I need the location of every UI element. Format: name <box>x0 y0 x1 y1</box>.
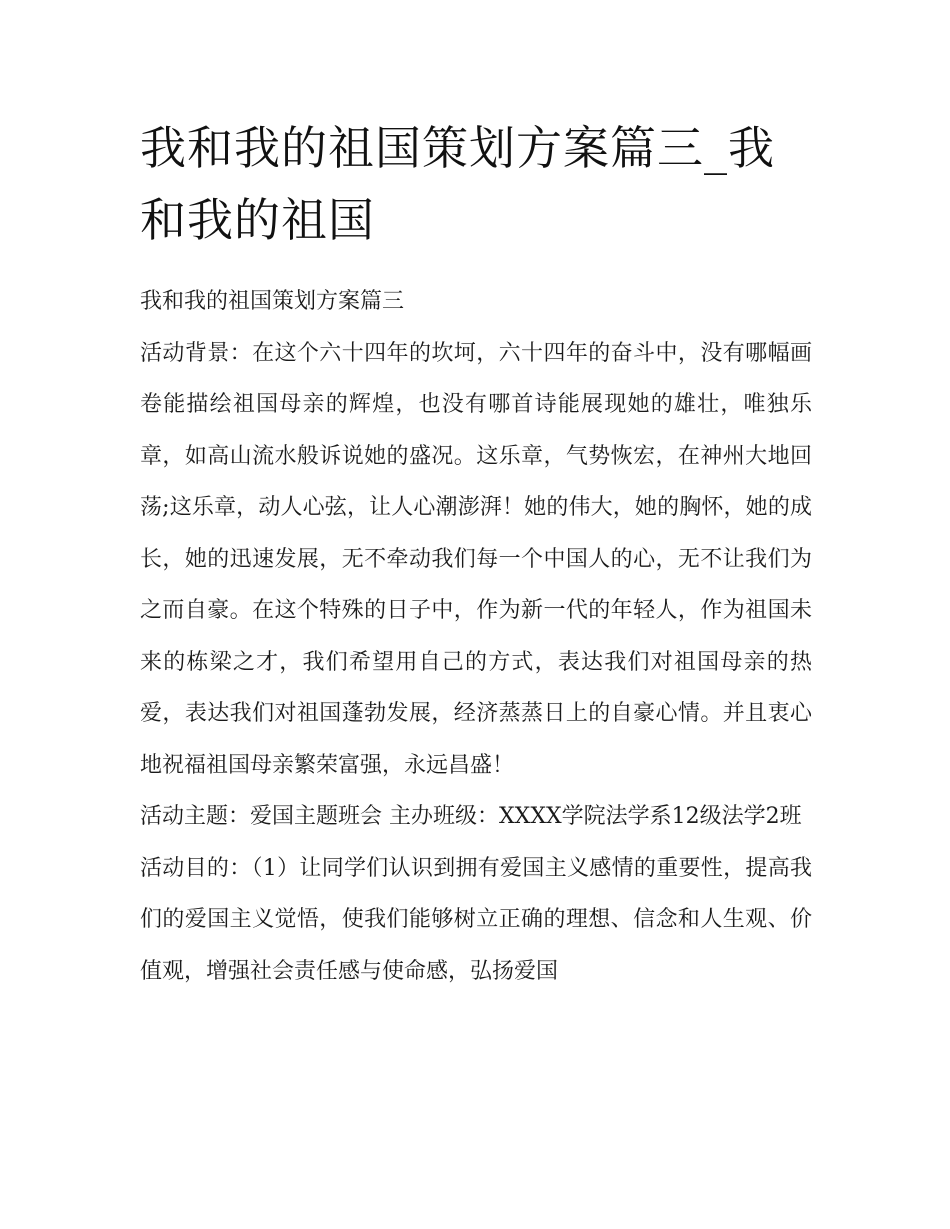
paragraph-background: 活动背景：在这个六十四年的坎坷，六十四年的奋斗中，没有哪幅画卷能描绘祖国母亲的辉煌，也没有哪首诗能展现她的雄壮，唯独乐章，如高山流水般诉说她的盛况。这乐章，气势恢宏，在神州大地回荡;这乐章，动人心弦，让人心潮澎湃！她的伟大，她的胸怀，她的成长，她的迅速发展，无不牵动我们每一个中国人的心，无不让我们为之而自豪。在这个特殊的日子中，作为新一代的年轻人，作为祖国未来的栋梁之才，我们希望用自己的方式，表达我们对祖国母亲的热爱，表达我们对祖国蓬勃发展，经济蒸蒸日上的自豪心情。并且衷心地祝福祖国母亲繁荣富强，永远昌盛！ <box>140 340 812 778</box>
section-heading: 我和我的祖国策划方案篇三 <box>140 289 405 314</box>
paragraph-theme: 活动主题：爱国主题班会 主办班级：XXXX学院法学系12级法学2班 <box>140 804 802 829</box>
document-title: 我和我的祖国策划方案篇三_我和我的祖国 <box>140 121 775 247</box>
paragraph-purpose: 活动目的：（1）让同学们认识到拥有爱国主义感情的重要性，提高我们的爱国主义觉悟，使我们能够树立正确的理想、信念和人生观、价值观，增强社会责任感与使命感，弘扬爱国 <box>140 855 812 984</box>
document-page <box>140 112 812 997</box>
document-body <box>140 276 812 997</box>
